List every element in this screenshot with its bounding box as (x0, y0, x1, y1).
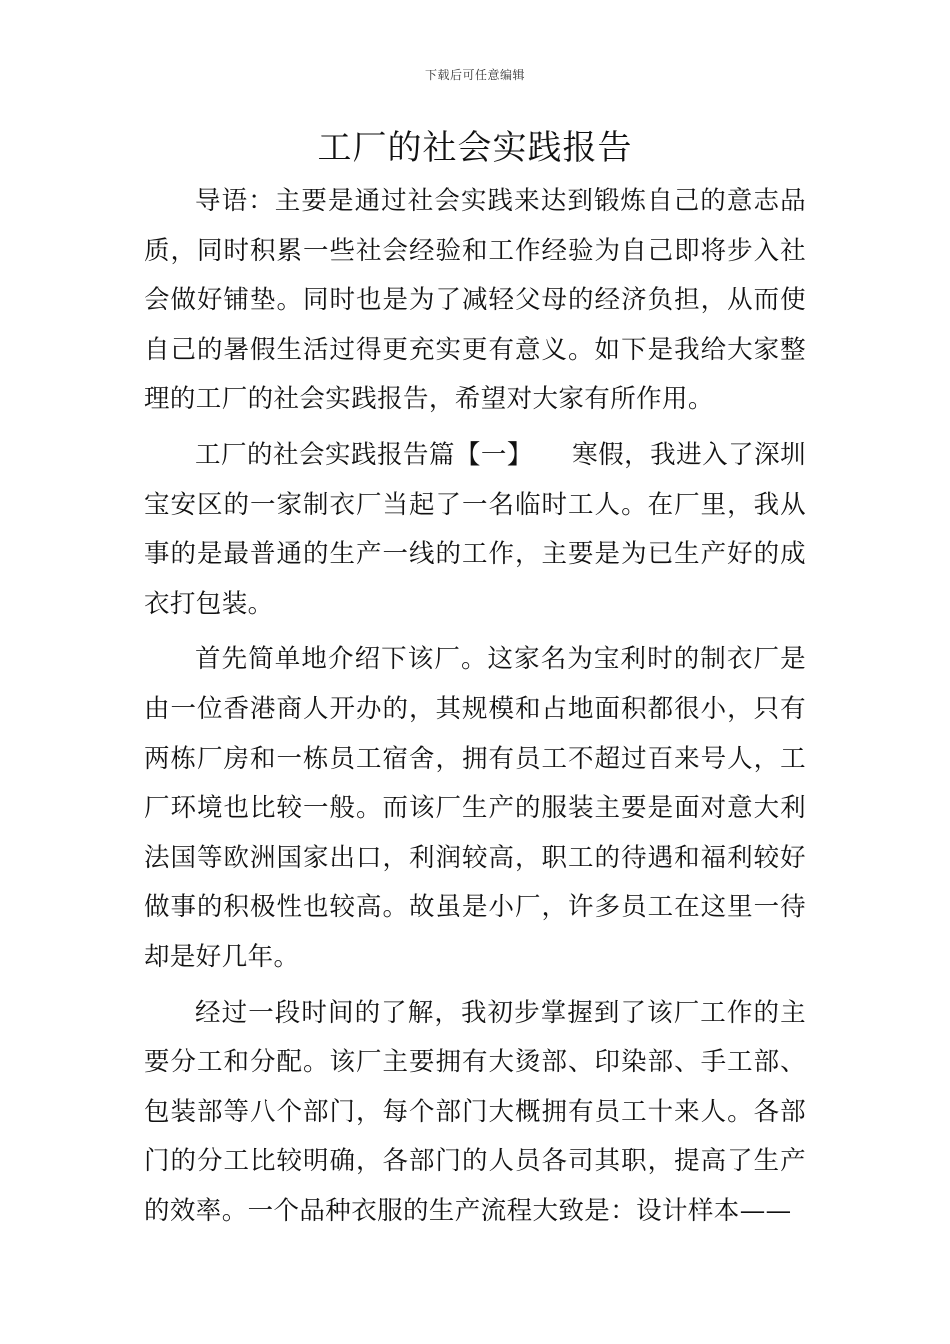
paragraph-intro: 导语：主要是通过社会实践来达到锻炼自己的意志品质，同时积累一些社会经验和工作经验为自己即将步入社会做好铺垫。同时也是为了减轻父母的经济负担，从而使自己的暑假生活过得更充实更有意义。如下是我给大家整理的工厂的社会实践报告，希望对大家有所作用。 (144, 186, 806, 415)
paragraph-departments: 经过一段时间的了解，我初步掌握到了该厂工作的主要分工和分配。该厂主要拥有大烫部、印染部、手工部、包装部等八个部门，每个部门大概拥有员工十来人。各部门的分工比较明确，各部门的人员各司其职，提高了生产的效率。一个品种衣服的生产流程大致是：设计样本—— (144, 997, 806, 1226)
header-note: 下载后可任意编辑 (424, 68, 525, 82)
document-body (144, 177, 806, 1242)
document-title: 工厂的社会实践报告 (317, 128, 633, 168)
paragraph-factory-intro: 首先简单地介绍下该厂。这家名为宝利时的制衣厂是由一位香港商人开办的，其规模和占地面积都很小，只有两栋厂房和一栋员工宿舍，拥有员工不超过百来号人，工厂环境也比较一般。而该厂生产的服装主要是面对意大利法国等欧洲国家出口，利润较高，职工的待遇和福利较好做事的积极性也较高。故虽是小厂，许多员工在这里一待却是好几年。 (144, 644, 806, 972)
paragraph-section-one: 工厂的社会实践报告篇【一】 寒假，我进入了深圳宝安区的一家制衣厂当起了一名临时工人。在厂里，我从事的是最普通的生产一线的工作，主要是为已生产好的成衣打包装。 (144, 439, 806, 619)
